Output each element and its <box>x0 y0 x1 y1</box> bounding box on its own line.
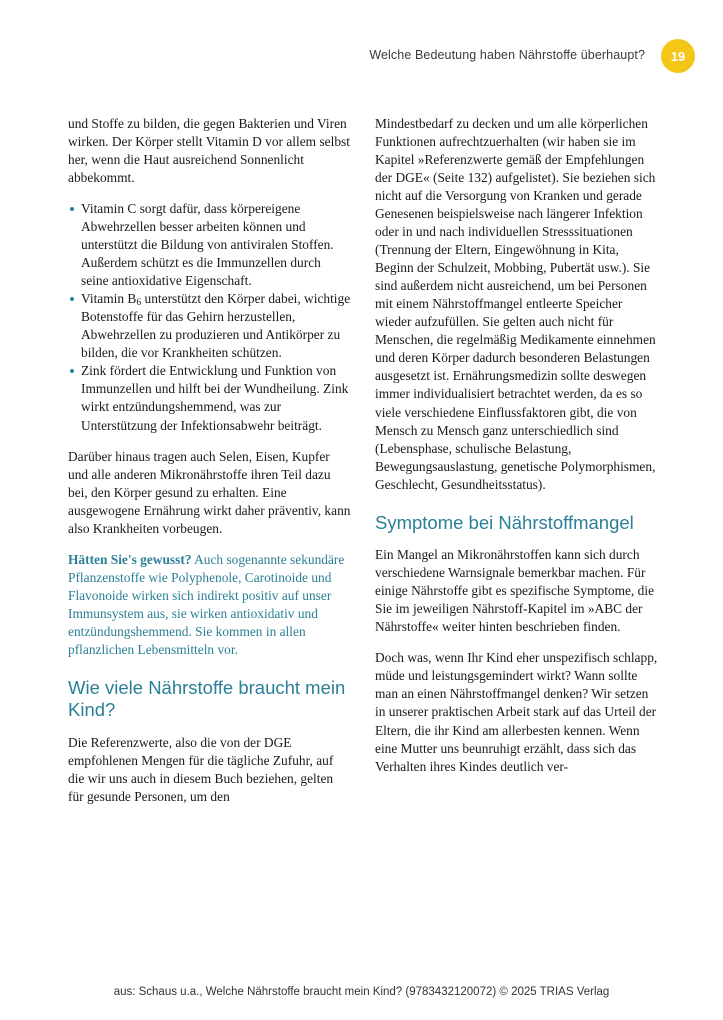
left-column <box>68 115 351 945</box>
section-heading-how-many-nutrients: Wie viele Nährstoffe braucht mein Kind? <box>68 676 346 721</box>
body-columns <box>68 115 658 945</box>
paragraph-intro-continuation: und Stoffe zu bilden, die gegen Bakterien und Viren wirken. Der Körper stellt Vitamin D vor allem selbst her, wenn die Haut ausreichend Sonnenlicht abbekommt. <box>68 116 350 186</box>
bullet-b6-text-pre: Vitamin B <box>81 291 137 307</box>
did-you-know-body: Auch sogenannte sekundäre Pflanzenstoffe wie Polyphenole, Carotinoide und Flavonoide wirken sich indirekt positiv auf unser Immunsystem aus, sie wirken antioxidativ und entzündungshemmend. Sie kommen in allen pflanzlichen Lebensmitteln vor. <box>68 551 345 657</box>
bullet-b6-subscript: 6 <box>136 297 142 309</box>
bullet-b6-text-post: unterstützt den Körper dabei, wichtige Botenstoffe für das Gehirn herzustellen, Abwehrzellen zu produzieren und Antikörper zu bilden, die vor Krankheiten schützen. <box>81 291 351 361</box>
did-you-know-lead: Hätten Sie's gewusst? <box>68 551 192 567</box>
paragraph-symptoms-2: Doch was, wenn Ihr Kind eher unspezifisch schlapp, müde und leistungsgemindert wirkt? Wann sollte man an einen Nährstoffmangel denken? Wir setzen in unserer praktischen Arbeit stark auf das Urteil der Eltern, die ihr Kind am allerbesten kennen. Wenn eine Mutter uns beunruhigt erzählt, dass sich das Verhalten ihres Kindes deutlich ver- <box>375 650 658 774</box>
paragraph-reference-values-continuation: Mindestbedarf zu decken und um alle körperlichen Funktionen aufrechtzuerhalten (wir haben sie im Kapitel »Referenzwerte gemäß der Empfehlungen der DGE« (Seite 132) aufgelistet). Sie beziehen sich nicht auf die Versorgung von Kranken und gerade Genesenen beispielsweise nach längerer Infektion oder in und nach individuellen Stresssituationen (Trennung der Eltern, Eingewöhnung in Kita, Beginn der Schulzeit, Mobbing, Pubertät usw.). Sie sind außerdem nicht ausreichend, um bei Personen mit einem Nährstoffmangel entleerte Speicher wieder aufzufüllen. Sie gelten auch nicht für Menschen, die regelmäßig Medikamente einnehmen und deren Körper dadurch besonderen Belastungen ausgesetzt ist. Ernährungsmedizin sollte deswegen immer individualisiert betrachtet werden, da es so viele verschiedene Einflussfaktoren gibt, die von Mensch zu Mensch ganz unterschiedlich sind (Lebensphase, schulische Belastung, Bewegungsauslastung, genetische Polymorphismen, Geschlecht, Gesundheitsstatus). <box>375 116 656 492</box>
running-head: Welche Bedeutung haben Nährstoffe überhaupt? <box>369 48 645 62</box>
footer-source-note: aus: Schaus u.a., Welche Nährstoffe braucht mein Kind? (9783432120072) © 2025 TRIAS Verlag <box>113 986 610 998</box>
paragraph-symptoms-1: Ein Mangel an Mikronährstoffen kann sich durch verschiedene Warnsignale bemerkbar machen. Für einige Nährstoffe gibt es spezifische Symptome, die Sie im jeweiligen Nährstoff-Kapitel im »ABC der Nährstoffe« weiter hinten beschrieben finden. <box>375 547 655 635</box>
list-item: Zink fördert die Entwicklung und Funktion von Immunzellen und hilft bei der Wundheilung. Zink wirkt entzündungshemmend, was zur Unterstützung der Infektionsabwehr beiträgt. <box>68 362 351 434</box>
paragraph-reference-values: Die Referenzwerte, also die von der DGE empfohlenen Mengen für die tägliche Zufuhr, auf die wir uns auch in diesem Buch beziehen, gelten für gesunde Personen, um den <box>68 735 334 805</box>
list-item <box>68 290 351 362</box>
page-header <box>0 44 723 74</box>
section-heading-symptoms: Symptome bei Nährstoffmangel <box>375 511 634 533</box>
list-item: Vitamin C sorgt dafür, dass körpereigene Abwehrzellen besser arbeiten können und unterstützt die Bildung von antiviralen Stoffen. Außerdem schützt es die Immunzellen durch seine antioxidative Eigenschaft. <box>68 200 351 290</box>
paragraph-minerals: Darüber hinaus tragen auch Selen, Eisen, Kupfer und alle anderen Mikronährstoffe ihren Teil dazu bei, den Körper gesund zu erhalten. Eine ausgewogene Ernährung wirkt daher präventiv, kann also Krankheiten vorbeugen. <box>68 448 351 536</box>
right-column <box>375 115 658 945</box>
did-you-know-box <box>68 551 351 659</box>
page-number-badge: 19 <box>661 39 695 73</box>
nutrient-bullet-list <box>68 200 351 434</box>
